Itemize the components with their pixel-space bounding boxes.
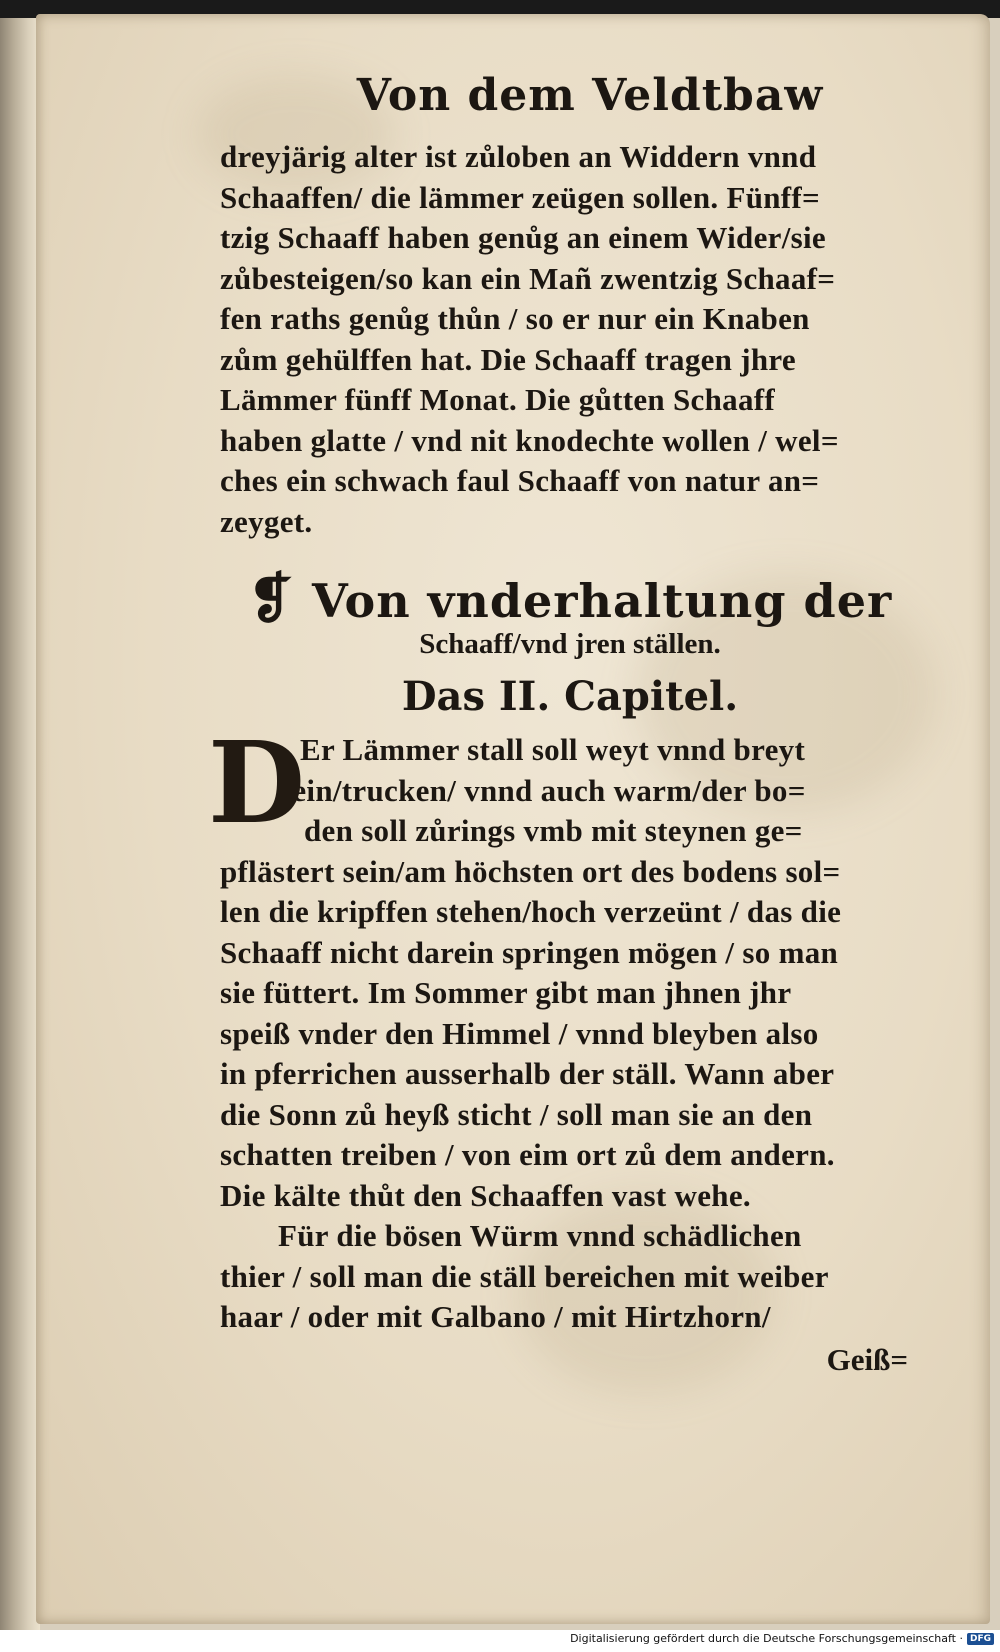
paragraph-3 [220, 1216, 920, 1338]
text-block [208, 70, 920, 1378]
text-line: haar / oder mit Galbano / mit Hirtzhorn/ [220, 1299, 771, 1334]
credit-text: Digitalisierung gefördert durch die Deutsche Forschungsgemeinschaft · [570, 1632, 963, 1645]
decorative-initial-icon: D [208, 718, 306, 849]
pilcrow-icon: ❡ [247, 566, 295, 630]
text-line: Lämmer fünff Monat. Die gůtten Schaaff [220, 382, 775, 417]
text-line: Für die bösen Würm vnnd schädlichen [278, 1218, 802, 1253]
section-heading [220, 566, 920, 661]
text-line: dreyjärig alter ist zůloben an Widdern vnnd [220, 139, 817, 174]
text-line: len die kripffen stehen/hoch verzeünt / das die [220, 894, 842, 929]
text-line: Er Lämmer stall soll weyt vnnd breyt [300, 732, 806, 767]
paragraph-1 [220, 137, 920, 542]
text-line: zeyget. [220, 503, 313, 539]
text-line: pflästert sein/am höchsten ort des bodens sol= [220, 853, 841, 889]
text-line: schatten treiben / von eim ort zů dem andern. [220, 1137, 835, 1172]
section-heading-main [220, 566, 920, 630]
text-line: zům gehülffen hat. Die Schaaff tragen jhre [220, 341, 796, 377]
paragraph-2 [208, 718, 920, 1216]
footer-bar [0, 1630, 1000, 1652]
text-line: Schaaff nicht darein springen mögen / so man [220, 934, 839, 970]
catchword: Geiß= [826, 1341, 908, 1377]
text-line: fen raths genůg thůn / so er nur ein Knaben [220, 301, 810, 336]
text-line: sie füttert. Im Sommer gibt man jhnen jhr [220, 975, 792, 1010]
chapter-title: Das II. Capitel. [401, 673, 739, 720]
text-line: ches ein schwach faul Schaaff von natur an= [220, 463, 820, 498]
text-line: den soll zůrings vmb mit steynen ge= [304, 813, 803, 848]
text-line: Schaaffen/ die lämmer zeügen sollen. Fünff= [220, 179, 821, 215]
text-line: haben glatte / vnd nit knodechte wollen / wel= [220, 422, 839, 458]
section-heading-sub: Schaaff/vnd jren ställen. [419, 628, 721, 660]
text-line: sein/trucken/ vnnd auch warm/der bo= [280, 772, 806, 808]
text-line: speiß vnder den Himmel / vnnd bleyben also [220, 1015, 819, 1051]
page-edge [0, 18, 40, 1630]
digitization-credit [570, 1632, 994, 1645]
running-head: Von dem Veldtbaw [356, 70, 824, 121]
text-line: in pferrichen ausserhalb der ställ. Wann aber [220, 1056, 835, 1091]
text-line: Die kälte thůt den Schaaffen vast wehe. [220, 1177, 751, 1213]
text-line: zůbesteigen/so kan ein Mañ zwentzig Schaaf= [220, 260, 836, 296]
section-heading-main-text: Von vnderhaltung der [312, 574, 893, 628]
text-line: tzig Schaaff haben genůg an einem Wider/sie [220, 220, 826, 255]
text-line: die Sonn zů heyß sticht / soll man sie an den [220, 1096, 813, 1132]
text-line: thier / soll man die ställ bereichen mit weiber [220, 1258, 829, 1294]
dfg-logo-icon: DFG [967, 1633, 994, 1645]
